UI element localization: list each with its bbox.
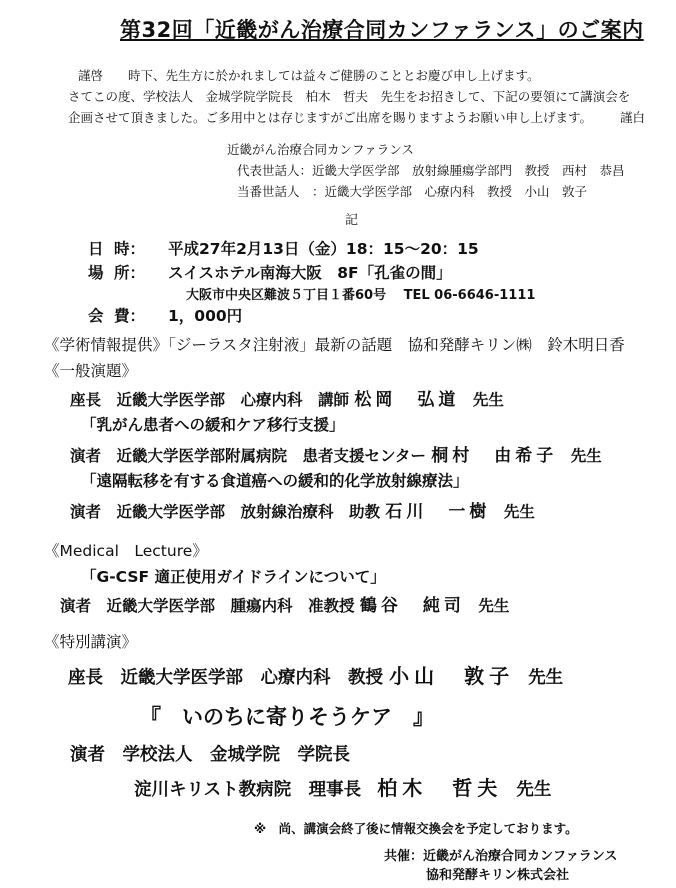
medical-speaker-prefix: 演者 近畿大学医学部 腫瘍内科 准教授 xyxy=(60,597,355,615)
academic-header: 《学術情報提供》「ジーラスタ注射液」最新の話題 協和発酵キリン㈱ 鈴木明日香 xyxy=(44,336,625,354)
talk1-title: 「乳がん患者への緩和ケア移行支援」 xyxy=(81,416,345,434)
special-speaker-name: 柏木 哲夫 xyxy=(377,776,503,800)
ki-mark: 記 xyxy=(345,213,359,228)
speaker1-prefix: 演者 近畿大学医学部附属病院 患者支援センター xyxy=(70,447,426,465)
address: 大阪市中央区難波５丁目１番60号 TEL 06-6646-1111 xyxy=(186,288,536,303)
speaker1-suffix: 先生 xyxy=(570,447,602,465)
special-speaker-affiliation: 淀川キリスト教病院 理事長 xyxy=(134,780,362,800)
special-header: 《特別講演》 xyxy=(44,633,138,651)
speaker2 xyxy=(70,497,535,522)
special-chair-suffix: 先生 xyxy=(528,668,564,688)
speaker2-suffix: 先生 xyxy=(503,503,535,521)
place-label: 場 所： xyxy=(88,264,146,282)
special-speaker-suffix: 先生 xyxy=(516,780,552,800)
date-label: 日 時： xyxy=(88,240,146,258)
special-title: 『 いのちに寄りそうケア 』 xyxy=(140,705,434,729)
footnote: ※ 尚、講演会終了後に情報交換会を予定しております。 xyxy=(254,821,578,836)
speaker1-name: 桐村 由希子 xyxy=(431,446,558,466)
representative-line xyxy=(237,161,625,179)
medical-header: 《Medical Lecture》 xyxy=(44,542,208,560)
host-line-1 xyxy=(384,845,617,864)
duty-value: 近畿大学医学部 心療内科 教授 小山 敦子 xyxy=(324,184,588,199)
general-chair-name: 松岡 弘道 xyxy=(354,390,460,410)
duty-label: 当番世話人 ： xyxy=(237,184,325,199)
general-chair-prefix: 座長 近畿大学医学部 心療内科 講師 xyxy=(70,391,350,409)
general-chair xyxy=(70,385,504,410)
host-name-1: 近畿がん治療合同カンファランス xyxy=(423,849,618,864)
representative-value: 近畿大学医学部 放射線腫瘍学部門 教授 西村 恭昌 xyxy=(312,163,625,178)
date-row xyxy=(88,237,479,259)
special-speaker-line-2 xyxy=(134,772,551,801)
general-header: 《一般演題》 xyxy=(44,362,138,380)
medical-speaker xyxy=(60,591,509,616)
special-chair-name: 小山 敦子 xyxy=(389,664,515,688)
date-value: 平成27年2月13日（金）18：15～20：15 xyxy=(168,240,479,258)
medical-speaker-name: 鶴谷 純司 xyxy=(359,596,465,616)
special-chair xyxy=(68,660,563,689)
fee-row xyxy=(88,304,242,326)
representative-label: 代表世話人： xyxy=(237,163,313,178)
talk2-title: 「遠隔転移を有する食道癌への緩和的化学放射線療法」 xyxy=(81,472,469,490)
organizer-name: 近畿がん治療合同カンファランス xyxy=(227,142,414,157)
general-chair-suffix: 先生 xyxy=(472,391,504,409)
duty-line xyxy=(237,182,587,200)
greeting-closing: 謹白 xyxy=(620,110,646,125)
fee-label: 会 費： xyxy=(88,307,146,325)
greeting-line-3: 企画させて頂きました。ご多用中とは存じますがご出席を賜りますようお願い申し上げます。 xyxy=(68,110,593,125)
fee-value: 1，000円 xyxy=(168,307,243,325)
special-chair-prefix: 座長 近畿大学医学部 心療内科 教授 xyxy=(68,668,383,688)
special-speaker-line-1: 演者 学校法人 金城学院 学院長 xyxy=(70,745,350,765)
medical-speaker-suffix: 先生 xyxy=(478,597,510,615)
host-name-2: 協和発酵キリン株式会社 xyxy=(426,868,570,883)
place-row xyxy=(88,261,452,283)
page-title: 第32回「近畿がん治療合同カンファランス」のご案内 xyxy=(120,18,644,42)
host-label: 共催： xyxy=(384,849,424,864)
speaker2-prefix: 演者 近畿大学医学部 放射線治療科 助教 xyxy=(70,503,381,521)
medical-title: 「G-CSF 適正使用ガイドラインについて」 xyxy=(81,568,386,586)
place-value: スイスホテル南海大阪 8F「孔雀の間」 xyxy=(168,264,452,282)
greeting-line-2: さてこの度、学校法人 金城学院学院長 柏木 哲夫 先生をお招きして、下記の要領にて講演会を xyxy=(68,89,631,104)
speaker2-name: 石川 一樹 xyxy=(385,502,491,522)
greeting-line-1: 謹啓 時下、先生方に於かれましては益々ご健勝のこととお慶び申し上げます。 xyxy=(78,68,540,83)
speaker1 xyxy=(70,441,602,466)
